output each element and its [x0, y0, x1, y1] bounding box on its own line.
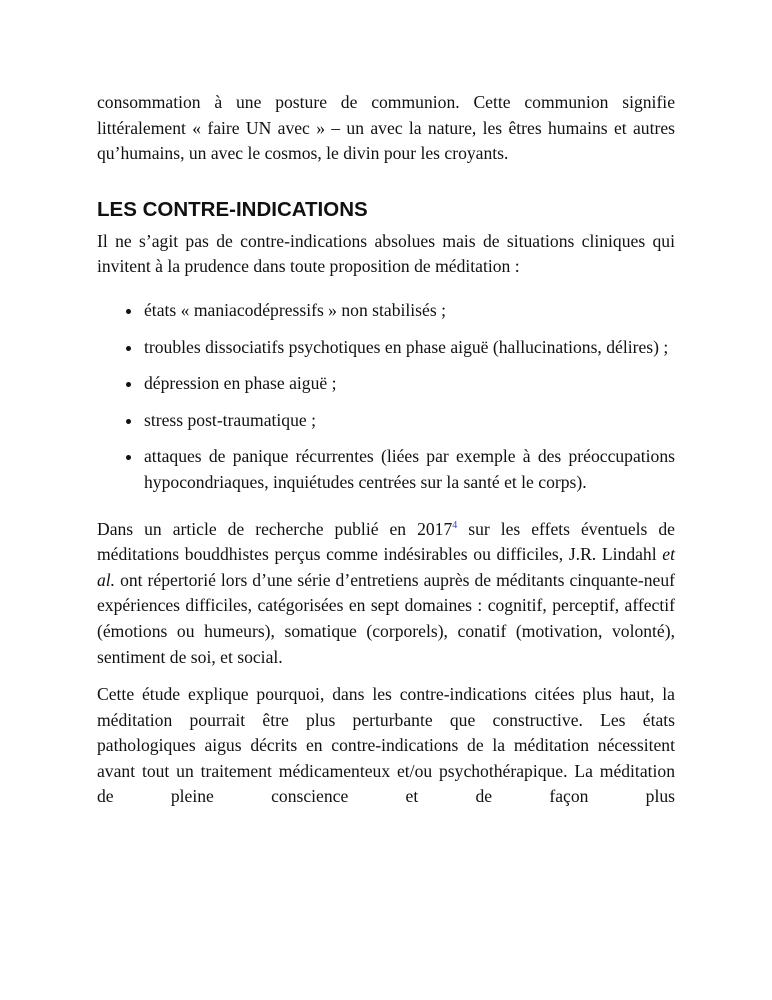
list-item-text: troubles dissociatifs psychotiques en phase aiguë (hallucinations, délires) ;: [144, 336, 669, 357]
list-item-text: stress post-traumatique ;: [144, 409, 316, 430]
study-text-end: ont répertorié lors d’une série d’entretiens auprès de méditants cinquante-neuf expériences difficiles, catégorisées en sept domaines : cognitif, perceptif, affectif (émotions ou humeurs), somatique (corporels), conatif (motivation, volonté), sentiment de soi, et social.: [97, 569, 675, 667]
list-item: [97, 444, 675, 495]
et-al-italic: et al.: [97, 544, 675, 590]
list-item-text: dépression en phase aiguë ;: [144, 373, 337, 394]
section-heading: LES CONTRE-INDICATIONS: [97, 197, 368, 221]
bullet-icon: [126, 346, 131, 351]
list-item-text: états « maniacodépressifs » non stabilisés ;: [144, 299, 446, 320]
list-item: [97, 335, 675, 361]
footnote-reference-link[interactable]: 4: [452, 519, 458, 531]
bullet-icon: [126, 455, 131, 460]
bullet-icon: [126, 309, 131, 314]
study-text-start: Dans un article de recherche publié en: [97, 518, 418, 539]
intro-paragraph: consommation à une posture de communion. Cette communion signifie littéralement « faire UN avec » – un avec la nature, les êtres humains et autres qu’humains, un avec le cosmos, le divin pour les croyants.: [97, 92, 675, 164]
bullet-icon: [126, 419, 131, 424]
section-lead-paragraph: Il ne s’agit pas de contre-indications absolues mais de situations cliniques qui invitent à la prudence dans toute proposition de méditation :: [97, 230, 675, 277]
list-item: [97, 298, 675, 324]
list-item: [97, 408, 675, 434]
study-paragraph: [97, 517, 675, 671]
list-item-text: attaques de panique récurrentes (liées par exemple à des préoccupations hypocondriaques, inquiétudes centrées sur la santé et le corps).: [144, 446, 675, 492]
closing-paragraph: Cette étude explique pourquoi, dans les contre-indications citées plus haut, la méditation pourrait être plus perturbante que constructive. Les états pathologiques aigus décrits en contre-indications de la méditation nécessitent avant tout un traitement médicamenteux et/ou psychothérapique. La méditation de pleine conscience et de façon plus: [97, 684, 675, 807]
page-content: [97, 90, 675, 810]
list-item: [97, 371, 675, 397]
bullet-icon: [126, 382, 131, 387]
study-text-middle: sur les effets éventuels de méditations bouddhistes perçus comme indésirables ou difficiles, J.R. Lindahl: [97, 518, 675, 565]
contraindications-list: [97, 298, 675, 496]
study-year: 2017: [417, 518, 453, 539]
